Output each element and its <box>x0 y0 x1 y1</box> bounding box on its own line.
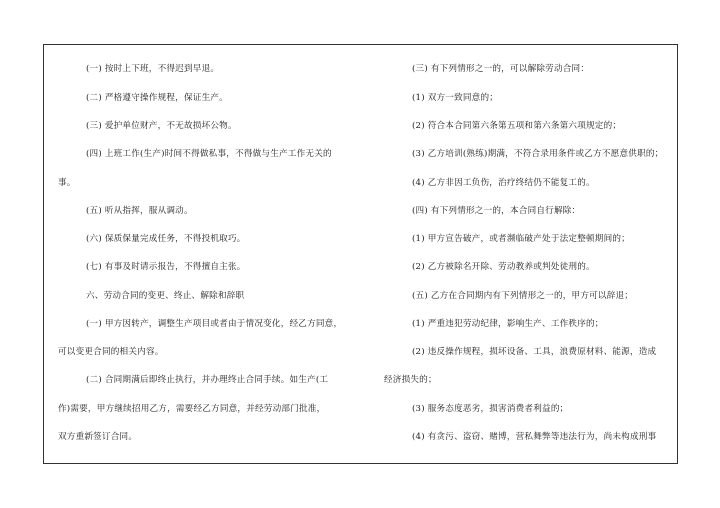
left-line-12: (二) 合同期满后即终止执行，并办理终止合同手续。如生产(工 <box>86 375 329 385</box>
left-line-7: (六) 保质保量完成任务，不得投机取巧。 <box>86 234 246 244</box>
right-line-12: 经济损失的； <box>384 375 437 385</box>
right-line-1: (三) 有下列情形之一的，可以解除劳动合同： <box>412 64 590 74</box>
right-line-3: (2) 符合本合同第六条第五项和第六条第六项规定的； <box>412 121 622 131</box>
right-line-4: (3) 乙方培训(熟练)期满，不符合录用条件或乙方不愿意供职的； <box>412 149 664 159</box>
left-line-13: 作)需要，甲方继续招用乙方，需要经乙方同意，并经劳动部门批准， <box>58 404 326 414</box>
left-line-1: (一) 按时上下班，不得迟到早退。 <box>86 64 220 74</box>
right-line-6: (四) 有下列情形之一的，本合同自行解除： <box>412 206 581 216</box>
left-line-6: (五) 听从指挥，服从调动。 <box>86 206 193 216</box>
right-line-10: (1) 严重违犯劳动纪律，影响生产、工作秩序的； <box>412 319 604 329</box>
right-line-14: (4) 有贪污、盗窃、赌博，营私舞弊等违法行为，尚未构成刑事 <box>412 432 657 442</box>
left-line-4: (四) 上班工作(生产)时间不得做私事，不得做与生产工作无关的 <box>86 149 332 159</box>
left-line-14: 双方重新签订合同。 <box>58 432 138 442</box>
section-heading: 六、劳动合同的变更、终止、解除和辞职 <box>86 291 245 301</box>
right-line-11: (2) 违反操作规程，损坏设备、工具，浪费原材料、能源，造成 <box>412 347 657 357</box>
right-line-5: (4) 乙方非因工负伤，治疗终结仍不能复工的。 <box>412 178 595 188</box>
left-line-3: (三) 爱护单位财产，不无故损坏公物。 <box>86 121 237 131</box>
right-line-13: (3) 服务态度恶劣，损害消费者利益的； <box>412 404 569 414</box>
left-line-11: 可以变更合同的相关内容。 <box>58 347 164 357</box>
left-line-8: (七) 有事及时请示报告，不得擅自主张。 <box>86 262 246 272</box>
left-line-5: 事。 <box>58 178 76 188</box>
right-line-8: (2) 乙方被除名开除、劳动教养或判处徒刑的。 <box>412 262 595 272</box>
right-line-7: (1) 甲方宣告破产，或者濒临破产处于法定整顿期间的； <box>412 234 630 244</box>
document-frame <box>43 44 678 464</box>
left-line-10: (一) 甲方因转产，调整生产项目或者由于情况变化，经乙方同意， <box>86 319 343 329</box>
right-line-2: (1) 双方一致同意的； <box>412 93 499 103</box>
left-line-2: (二) 严格遵守操作规程，保证生产。 <box>86 93 228 103</box>
right-line-9: (五) 乙方在合同期内有下列情形之一的，甲方可以辞退； <box>412 291 634 301</box>
